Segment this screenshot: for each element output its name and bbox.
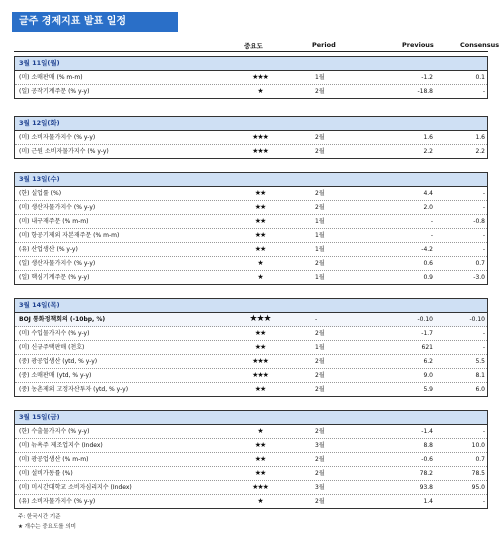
footnote-line: 주: 한국시간 기준 <box>18 514 61 520</box>
indicator-row <box>15 187 487 201</box>
consensus-value: - <box>482 344 485 351</box>
indicator-row <box>15 439 487 453</box>
consensus-value: 0.1 <box>475 74 485 81</box>
importance-stars: ★★ <box>254 189 266 197</box>
indicator-row <box>15 71 487 85</box>
indicator-row <box>15 257 487 271</box>
previous-value: 2.2 <box>423 148 433 155</box>
period-value: 2월 <box>315 88 325 95</box>
consensus-value: 0.7 <box>475 456 485 463</box>
indicator-name: (유) 소비자물가지수 (% y-y) <box>19 498 96 505</box>
indicator-row <box>15 495 487 508</box>
indicator-name: (미) 항공기제외 자본재주문 (% m-m) <box>19 232 120 239</box>
previous-value: 0.6 <box>423 260 433 267</box>
section-date-header: 3월 14일(목) <box>15 299 487 313</box>
period-value: 2월 <box>315 372 325 379</box>
indicator-row <box>15 313 487 327</box>
footnote-line: ★ 개수는 중요도를 의미 <box>18 524 76 530</box>
column-header <box>14 38 500 52</box>
consensus-value: - <box>482 190 485 197</box>
importance-stars: ★★ <box>254 245 266 253</box>
section-date-header: 3월 12일(화) <box>15 117 487 131</box>
consensus-value: 10.0 <box>471 442 485 449</box>
importance-stars: ★★ <box>254 217 266 225</box>
indicator-name: (미) 설비가동률 (%) <box>19 470 73 477</box>
consensus-header: Consensus <box>460 41 500 49</box>
consensus-value: - <box>482 246 485 253</box>
day-section <box>14 172 488 285</box>
period-header: Period <box>312 41 336 49</box>
section-date-header: 3월 11일(월) <box>15 57 487 71</box>
indicator-name: (미) 미시간대학교 소비자심리지수 (Index) <box>19 484 132 491</box>
importance-stars: ★★★ <box>252 371 268 379</box>
previous-value: -18.8 <box>417 88 433 95</box>
indicator-row <box>15 229 487 243</box>
consensus-value: -3.0 <box>473 274 485 281</box>
section-date-header: 3월 13일(수) <box>15 173 487 187</box>
indicator-name: (중) 농촌제외 고정자산투자 (ytd, % y-y) <box>19 386 129 393</box>
indicator-row <box>15 145 487 158</box>
period-value: 1월 <box>315 274 325 281</box>
consensus-value: -0.8 <box>473 218 485 225</box>
indicator-name: (일) 핵심기계주문 (% y-y) <box>19 274 90 281</box>
previous-value: 5.9 <box>423 386 433 393</box>
consensus-value: 2.2 <box>475 148 485 155</box>
importance-stars: ★★★ <box>249 314 271 324</box>
indicator-row <box>15 425 487 439</box>
importance-stars: ★★★ <box>252 73 268 81</box>
period-value: - <box>315 316 318 323</box>
indicator-row <box>15 327 487 341</box>
consensus-value: 8.1 <box>475 372 485 379</box>
importance-stars: ★ <box>257 497 263 505</box>
period-value: 1월 <box>315 232 325 239</box>
period-value: 1월 <box>315 246 325 253</box>
day-section <box>14 410 488 509</box>
previous-value: 78.2 <box>419 470 433 477</box>
previous-value: - <box>430 232 433 239</box>
period-value: 2월 <box>315 190 325 197</box>
indicator-name: (미) 근원 소비자물가지수 (% y-y) <box>19 148 109 155</box>
previous-value: 1.6 <box>423 134 433 141</box>
footnote <box>18 512 76 532</box>
indicator-row <box>15 355 487 369</box>
importance-stars: ★★★ <box>252 147 268 155</box>
period-value: 2월 <box>315 428 325 435</box>
indicator-row <box>15 341 487 355</box>
consensus-value: - <box>482 88 485 95</box>
indicator-name: (미) 소비자물가지수 (% y-y) <box>19 134 96 141</box>
consensus-value: 95.0 <box>471 484 485 491</box>
importance-stars: ★★ <box>254 203 266 211</box>
period-value: 3월 <box>315 484 325 491</box>
indicator-name: (일) 생산자물가지수 (% y-y) <box>19 260 96 267</box>
previous-value: -4.2 <box>421 246 433 253</box>
indicator-name: (미) 생산자물가지수 (% y-y) <box>19 204 96 211</box>
consensus-value: 1.6 <box>475 134 485 141</box>
previous-value: -1.7 <box>421 330 433 337</box>
importance-stars: ★★ <box>254 441 266 449</box>
previous-value: -0.10 <box>417 316 433 323</box>
indicator-name: (유) 산업생산 (% y-y) <box>19 246 78 253</box>
period-value: 2월 <box>315 204 325 211</box>
previous-value: 8.8 <box>423 442 433 449</box>
consensus-value: - <box>482 232 485 239</box>
importance-stars: ★ <box>257 427 263 435</box>
period-value: 2월 <box>315 148 325 155</box>
indicator-name: BOJ 통화정책회의 (-10bp, %) <box>19 316 106 323</box>
indicator-name: (미) 내구재주문 (% m-m) <box>19 218 89 225</box>
period-value: 2월 <box>315 330 325 337</box>
indicator-name: (미) 수입물가지수 (% y-y) <box>19 330 90 337</box>
period-value: 2월 <box>315 386 325 393</box>
previous-value: - <box>430 218 433 225</box>
importance-stars: ★★ <box>254 329 266 337</box>
importance-stars: ★★★ <box>252 133 268 141</box>
consensus-value: - <box>482 204 485 211</box>
indicator-name: (한) 실업률 (%) <box>19 190 62 197</box>
importance-stars: ★★ <box>254 343 266 351</box>
importance-stars: ★ <box>257 87 263 95</box>
consensus-value: 6.0 <box>475 386 485 393</box>
indicator-name: (일) 공작기계주문 (% y-y) <box>19 88 90 95</box>
period-value: 2월 <box>315 456 325 463</box>
consensus-value: 78.5 <box>471 470 485 477</box>
importance-header: 중요도 <box>244 42 263 50</box>
day-section <box>14 56 488 99</box>
previous-value: -0.6 <box>421 456 433 463</box>
previous-value: 9.0 <box>423 372 433 379</box>
period-value: 2월 <box>315 470 325 477</box>
indicator-name: (중) 광공업생산 (ytd, % y-y) <box>19 358 98 365</box>
indicator-name: (미) 신규주택판매 (천호) <box>19 344 85 351</box>
previous-value: 4.4 <box>423 190 433 197</box>
previous-value: 6.2 <box>423 358 433 365</box>
previous-value: 2.0 <box>423 204 433 211</box>
indicator-name: (미) 광공업생산 (% m-m) <box>19 456 89 463</box>
period-value: 2월 <box>315 134 325 141</box>
previous-value: 1.4 <box>423 498 433 505</box>
indicator-row <box>15 369 487 383</box>
period-value: 1월 <box>315 218 325 225</box>
consensus-value: - <box>482 428 485 435</box>
importance-stars: ★★ <box>254 469 266 477</box>
importance-stars: ★★★ <box>252 357 268 365</box>
indicator-row <box>15 215 487 229</box>
period-value: 1월 <box>315 344 325 351</box>
consensus-value: -0.10 <box>469 316 485 323</box>
period-value: 2월 <box>315 498 325 505</box>
period-value: 3월 <box>315 442 325 449</box>
indicator-row <box>15 467 487 481</box>
indicator-name: (중) 소매판매 (ytd, % y-y) <box>19 372 92 379</box>
day-section <box>14 116 488 159</box>
indicator-name: (미) 뉴욕주 제조업지수 (Index) <box>19 442 103 449</box>
indicator-row <box>15 453 487 467</box>
indicator-row <box>15 481 487 495</box>
importance-stars: ★ <box>257 273 263 281</box>
consensus-value: 0.7 <box>475 260 485 267</box>
page-title: 글주 경제지표 발표 일정 <box>12 12 178 32</box>
importance-stars: ★★ <box>254 385 266 393</box>
indicator-row <box>15 131 487 145</box>
indicator-name: (미) 소매판매 (% m-m) <box>19 74 83 81</box>
period-value: 2월 <box>315 260 325 267</box>
previous-header: Previous <box>402 41 434 49</box>
day-section <box>14 298 488 397</box>
previous-value: 621 <box>421 344 433 351</box>
previous-value: 93.8 <box>419 484 433 491</box>
indicator-row <box>15 201 487 215</box>
indicator-row <box>15 383 487 396</box>
indicator-row <box>15 85 487 98</box>
indicator-row <box>15 271 487 284</box>
section-date-header: 3월 15일(금) <box>15 411 487 425</box>
importance-stars: ★★★ <box>252 483 268 491</box>
importance-stars: ★ <box>257 259 263 267</box>
indicator-row <box>15 243 487 257</box>
consensus-value: - <box>482 498 485 505</box>
previous-value: 0.9 <box>423 274 433 281</box>
consensus-value: - <box>482 330 485 337</box>
importance-stars: ★★ <box>254 231 266 239</box>
consensus-value: 5.5 <box>475 358 485 365</box>
period-value: 2월 <box>315 358 325 365</box>
indicator-name: (한) 수출물가지수 (% y-y) <box>19 428 90 435</box>
importance-stars: ★★ <box>254 455 266 463</box>
period-value: 1월 <box>315 74 325 81</box>
previous-value: -1.4 <box>421 428 433 435</box>
previous-value: -1.2 <box>421 74 433 81</box>
